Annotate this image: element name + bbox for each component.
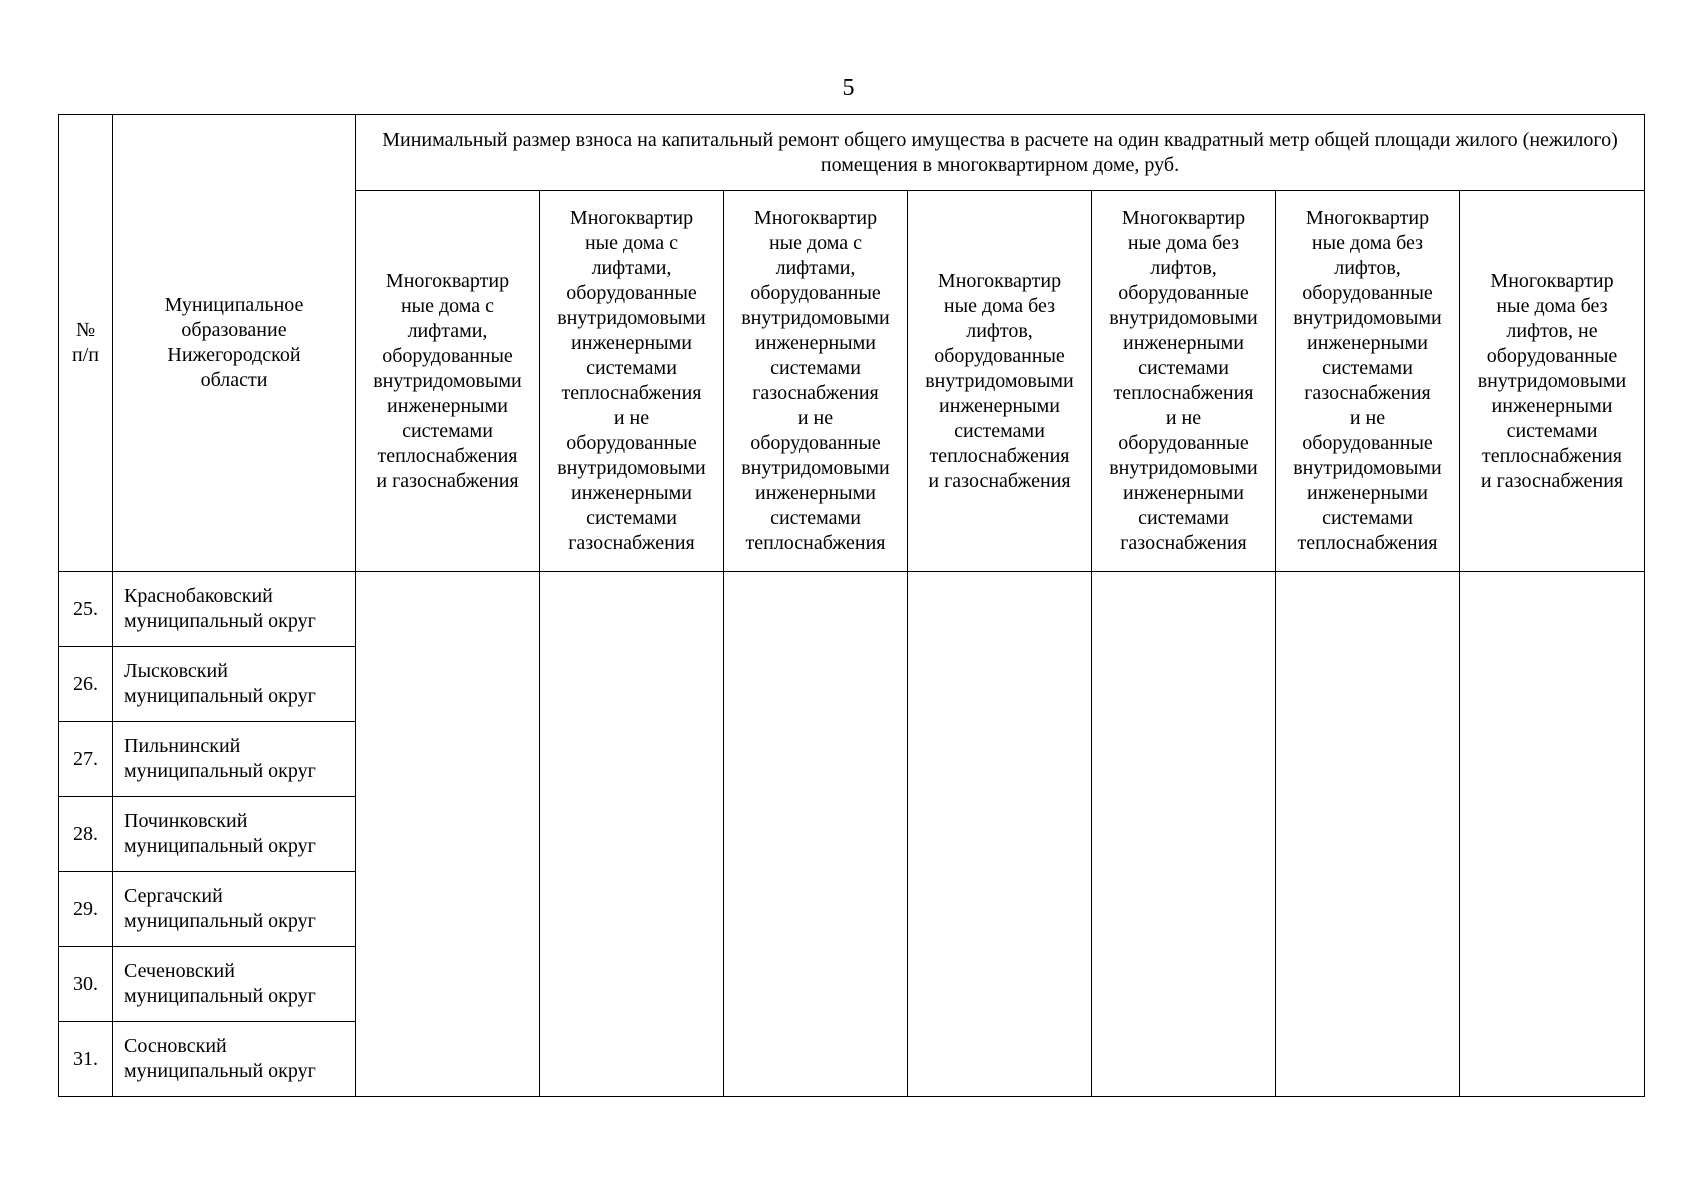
value-cell [908,572,1092,1097]
row-municipality: Сосновский муниципальный округ [113,1022,356,1097]
row-number: 27. [59,722,113,797]
row-municipality: Краснобаковский муниципальный округ [113,572,356,647]
header-num: № п/п [59,115,113,572]
value-cell [540,572,724,1097]
header-subcolumn: Многоквартир ные дома без лифтов, не оборудованные внутридомовыми инженерными системами теплоснабжения и газоснабжения [1460,191,1645,572]
contribution-table [58,114,1645,1097]
header-group: Минимальный размер взноса на капитальный ремонт общего имущества в расчете на один квадратный метр общей площади жилого (нежилого) помещения в многоквартирном доме, руб. [356,115,1645,191]
row-municipality: Лысковский муниципальный округ [113,647,356,722]
header-municipality: Муниципальное образование Нижегородской области [113,115,356,572]
row-number: 29. [59,872,113,947]
header-subcolumn: Многоквартир ные дома с лифтами, оборудованные внутридомовыми инженерными системами газоснабжения и не оборудованные внутридомовыми инженерными системами теплоснабжения [724,191,908,572]
row-number: 25. [59,572,113,647]
value-cell [356,572,540,1097]
row-municipality: Пильнинский муниципальный округ [113,722,356,797]
header-subcolumn: Многоквартир ные дома с лифтами, оборудованные внутридомовыми инженерными системами теплоснабжения и газоснабжения [356,191,540,572]
value-cell [1092,572,1276,1097]
header-subcolumn: Многоквартир ные дома без лифтов, оборудованные внутридомовыми инженерными системами теплоснабжения и газоснабжения [908,191,1092,572]
header-subcolumn: Многоквартир ные дома без лифтов, оборудованные внутридомовыми инженерными системами газоснабжения и не оборудованные внутридомовыми инженерными системами теплоснабжения [1276,191,1460,572]
header-row-group [59,115,1645,191]
header-subcolumn: Многоквартир ные дома с лифтами, оборудованные внутридомовыми инженерными системами теплоснабжения и не оборудованные внутридомовыми инженерными системами газоснабжения [540,191,724,572]
row-number: 31. [59,1022,113,1097]
row-municipality: Починковский муниципальный округ [113,797,356,872]
header-subcolumn: Многоквартир ные дома без лифтов, оборудованные внутридомовыми инженерными системами теплоснабжения и не оборудованные внутридомовыми инженерными системами газоснабжения [1092,191,1276,572]
row-municipality: Сергачский муниципальный округ [113,872,356,947]
value-cell [724,572,908,1097]
table-row [59,572,1645,647]
value-cell [1276,572,1460,1097]
row-number: 28. [59,797,113,872]
value-cell [1460,572,1645,1097]
page-number: 5 [842,75,855,101]
row-number: 30. [59,947,113,1022]
row-municipality: Сеченовский муниципальный округ [113,947,356,1022]
row-number: 26. [59,647,113,722]
